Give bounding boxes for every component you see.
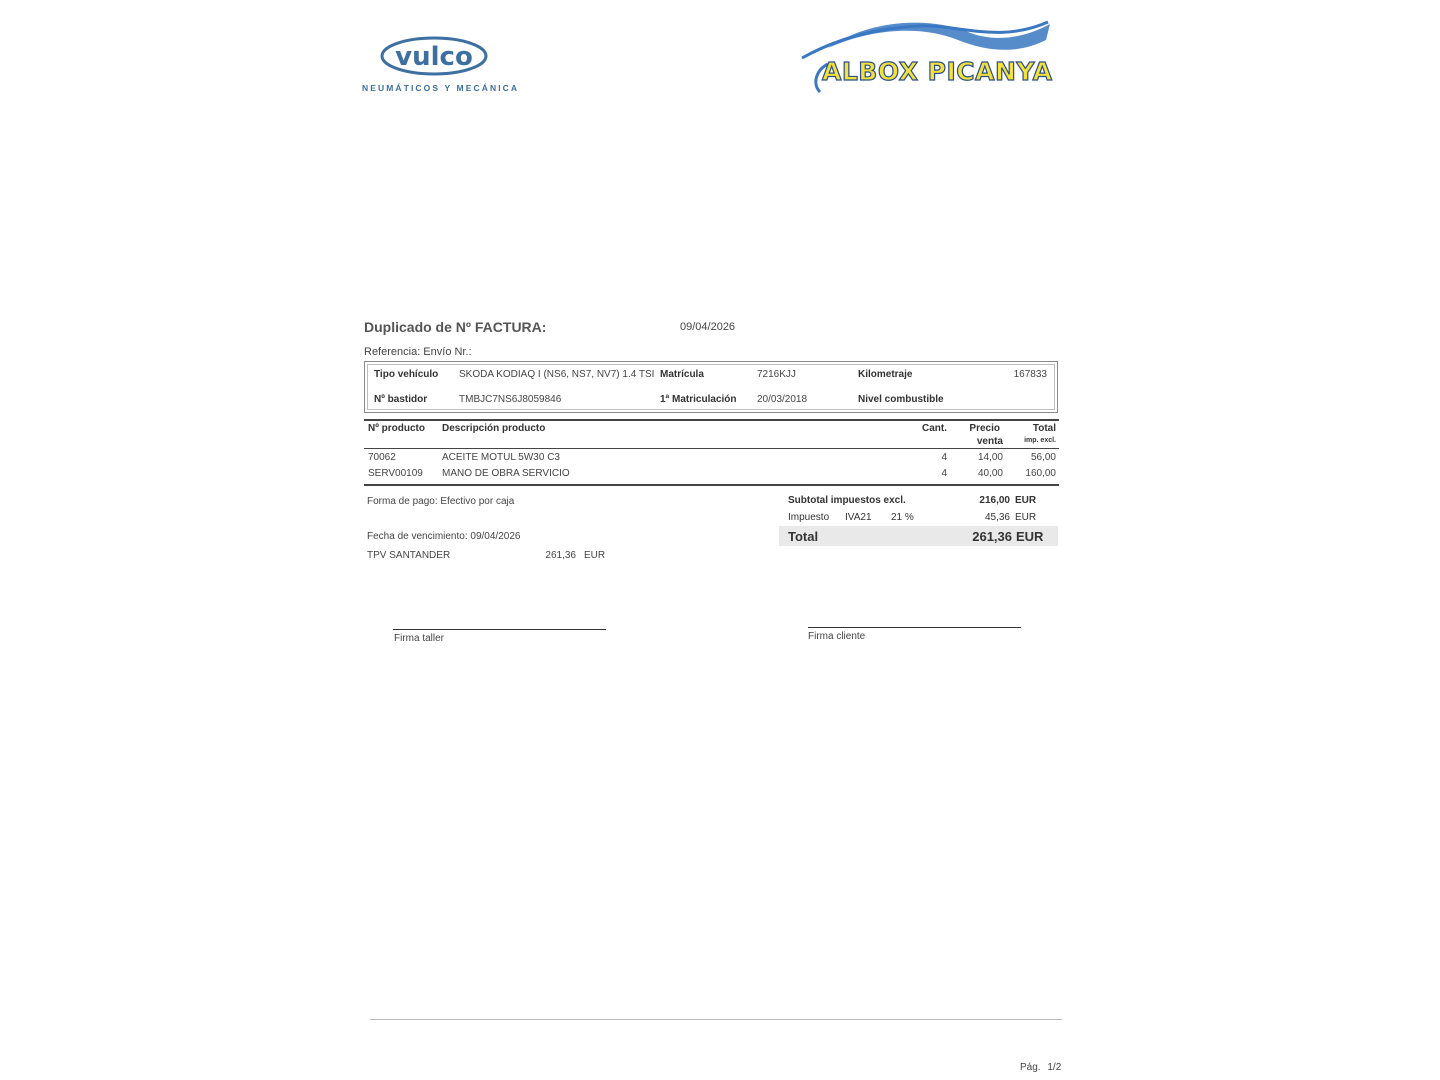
subtotal-value: 216,00 bbox=[979, 495, 1010, 506]
total-value: 261,36 bbox=[972, 529, 1012, 544]
vulco-logo bbox=[380, 36, 488, 76]
albox-picanya-text: ALBOX PICANYA bbox=[822, 57, 1053, 86]
total-currency: EUR bbox=[1016, 529, 1044, 544]
mileage-label: Kilometraje bbox=[858, 369, 913, 380]
first-registration-value: 20/03/2018 bbox=[757, 394, 808, 405]
table-row-price: 40,00 bbox=[977, 468, 1003, 479]
footer-rule bbox=[370, 1019, 1062, 1020]
plate-value: 7216KJJ bbox=[757, 369, 796, 380]
customer-signature-label: Firma cliente bbox=[808, 631, 866, 642]
vehicle-type-label: Tipo vehículo bbox=[374, 369, 439, 380]
items-table-top-rule bbox=[364, 419, 1059, 421]
table-row-total: 160,00 bbox=[1025, 468, 1056, 479]
mileage-value: 167833 bbox=[1013, 369, 1047, 380]
fuel-level-label: Nivel combustible bbox=[858, 394, 944, 405]
col-header-price: Precio bbox=[969, 423, 1000, 434]
items-table-header-rule bbox=[364, 448, 1059, 449]
col-header-total: Total bbox=[1032, 423, 1056, 434]
tax-rate: 21 % bbox=[891, 512, 914, 523]
tpv-currency: EUR bbox=[584, 550, 606, 561]
workshop-signature-line bbox=[393, 629, 606, 630]
payment-method: Forma de pago: Efectivo por caja bbox=[367, 496, 515, 507]
page-number bbox=[1020, 1062, 1061, 1073]
chassis-value: TMBJC7NS6J8059846 bbox=[459, 394, 562, 405]
total-label: Total bbox=[788, 529, 819, 544]
workshop-signature-label: Firma taller bbox=[394, 633, 445, 644]
col-header-description: Descripción producto bbox=[442, 423, 546, 434]
tpv-amount: 261,36 bbox=[545, 550, 576, 561]
invoice-title: Duplicado de Nº FACTURA: bbox=[364, 319, 547, 335]
col-header-total-sub: imp. excl. bbox=[1024, 437, 1056, 444]
table-row-qty: 4 bbox=[941, 452, 947, 463]
table-row-total: 56,00 bbox=[1030, 452, 1056, 463]
page-value: 1/2 bbox=[1047, 1062, 1062, 1073]
plate-label: Matrícula bbox=[660, 369, 704, 380]
table-row-description: MANO DE OBRA SERVICIO bbox=[442, 468, 570, 479]
albox-picanya-logo bbox=[798, 14, 1058, 96]
tax-value: 45,36 bbox=[984, 512, 1010, 523]
tpv-label: TPV SANTANDER bbox=[367, 550, 451, 561]
first-registration-label: 1ª Matriculación bbox=[660, 394, 737, 405]
page-label: Pág. bbox=[1020, 1062, 1041, 1073]
vehicle-type-value: SKODA KODIAQ I (NS6, NS7, NV7) 1.4 TSI bbox=[459, 369, 655, 380]
tax-currency: EUR bbox=[1015, 512, 1037, 523]
col-header-price-sub: venta bbox=[976, 436, 1003, 447]
tax-label: Impuesto bbox=[788, 512, 830, 523]
vulco-logo-text: vulco bbox=[395, 42, 473, 72]
table-row-price: 14,00 bbox=[977, 452, 1003, 463]
due-date: Fecha de vencimiento: 09/04/2026 bbox=[367, 531, 521, 542]
chassis-label: Nº bastidor bbox=[374, 394, 428, 405]
table-row-description: ACEITE MOTUL 5W30 C3 bbox=[442, 452, 560, 463]
vulco-tagline: NEUMÁTICOS Y MECÁNICA bbox=[362, 83, 520, 93]
subtotal-label: Subtotal impuestos excl. bbox=[788, 495, 906, 506]
invoice-date: 09/04/2026 bbox=[680, 321, 736, 333]
table-row-code: SERV00109 bbox=[368, 468, 423, 479]
col-header-product: Nº producto bbox=[368, 423, 425, 434]
reference-line: Referencia: Envío Nr.: bbox=[364, 346, 472, 358]
items-table-bottom-rule bbox=[364, 484, 1059, 486]
customer-signature-line bbox=[808, 627, 1021, 628]
table-row-qty: 4 bbox=[941, 468, 947, 479]
table-row-code: 70062 bbox=[368, 452, 396, 463]
col-header-qty: Cant. bbox=[922, 423, 947, 434]
tax-code: IVA21 bbox=[845, 512, 872, 523]
subtotal-currency: EUR bbox=[1015, 495, 1037, 506]
